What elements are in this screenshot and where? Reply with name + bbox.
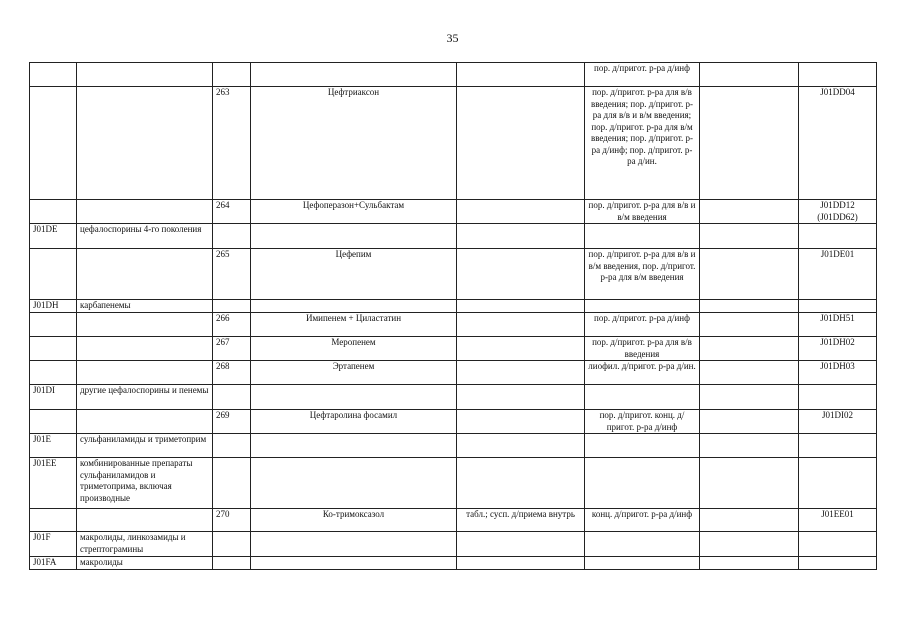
table-row [30, 557, 877, 570]
atc-group-name [77, 249, 213, 300]
dosage-form-oral [457, 532, 585, 557]
empty-cell [700, 63, 799, 87]
atc-group-code: J01E [30, 434, 77, 458]
atc-code [799, 63, 877, 87]
table-row [30, 249, 877, 300]
dosage-form-oral [457, 337, 585, 361]
drug-name: Ко-тримоксазол [251, 509, 457, 532]
atc-group-name: макролиды [77, 557, 213, 570]
row-number [213, 63, 251, 87]
row-number [213, 385, 251, 410]
table-row [30, 300, 877, 313]
empty-cell [700, 509, 799, 532]
empty-cell [700, 458, 799, 509]
atc-code: J01DD04 [799, 87, 877, 200]
row-number [213, 434, 251, 458]
empty-cell [700, 532, 799, 557]
table-row [30, 385, 877, 410]
drug-table [29, 62, 877, 570]
atc-group-code: J01DH [30, 300, 77, 313]
drug-name [251, 557, 457, 570]
drug-name [251, 385, 457, 410]
atc-group-code [30, 87, 77, 200]
empty-cell [700, 410, 799, 434]
atc-code: J01DH03 [799, 361, 877, 385]
dosage-form-injection [585, 300, 700, 313]
dosage-form-injection: пор. д/пригот. р-ра для в/в введения [585, 337, 700, 361]
dosage-form-injection [585, 224, 700, 249]
dosage-form-injection: пор. д/пригот. р-ра д/инф [585, 63, 700, 87]
atc-group-name: карбапенемы [77, 300, 213, 313]
atc-group-name [77, 337, 213, 361]
empty-cell [700, 224, 799, 249]
atc-code [799, 532, 877, 557]
empty-cell [700, 385, 799, 410]
atc-group-name [77, 509, 213, 532]
dosage-form-injection [585, 385, 700, 410]
atc-code: J01DH51 [799, 313, 877, 337]
dosage-form-oral: табл.; сусп. д/приема внутрь [457, 509, 585, 532]
dosage-form-oral [457, 385, 585, 410]
dosage-form-injection: конц. д/пригот. р-ра д/инф [585, 509, 700, 532]
atc-code [799, 458, 877, 509]
table-row [30, 87, 877, 200]
empty-cell [700, 87, 799, 200]
row-number: 268 [213, 361, 251, 385]
row-number: 267 [213, 337, 251, 361]
row-number: 265 [213, 249, 251, 300]
row-number [213, 300, 251, 313]
dosage-form-oral [457, 458, 585, 509]
atc-group-name: сульфаниламиды и триметоприм [77, 434, 213, 458]
dosage-form-injection: пор. д/пригот. р-ра для в/в и в/м введения [585, 200, 700, 224]
page-number: 35 [446, 31, 459, 45]
drug-name: Цефтаролина фосамил [251, 410, 457, 434]
row-number [213, 458, 251, 509]
atc-code [799, 224, 877, 249]
empty-cell [700, 200, 799, 224]
row-number: 270 [213, 509, 251, 532]
row-number [213, 224, 251, 249]
dosage-form-injection [585, 532, 700, 557]
table-row [30, 224, 877, 249]
row-number: 266 [213, 313, 251, 337]
atc-group-code [30, 63, 77, 87]
dosage-form-injection: пор. д/пригот. конц. д/пригот. р-ра д/инф [585, 410, 700, 434]
atc-group-code [30, 337, 77, 361]
atc-code: J01DD12 (J01DD62) [799, 200, 877, 224]
drug-name [251, 224, 457, 249]
drug-name: Цефепим [251, 249, 457, 300]
empty-cell [700, 300, 799, 313]
atc-group-code [30, 410, 77, 434]
dosage-form-oral [457, 63, 585, 87]
dosage-form-injection [585, 458, 700, 509]
atc-code [799, 385, 877, 410]
empty-cell [700, 249, 799, 300]
dosage-form-oral [457, 87, 585, 200]
atc-group-name [77, 410, 213, 434]
drug-name: Цефтриаксон [251, 87, 457, 200]
atc-group-name: другие цефалоспорины и пенемы [77, 385, 213, 410]
atc-group-code [30, 361, 77, 385]
atc-code: J01DH02 [799, 337, 877, 361]
drug-name: Эртапенем [251, 361, 457, 385]
atc-group-name: макролиды, линкозамиды и стрептограмины [77, 532, 213, 557]
drug-name: Цефоперазон+Сульбактам [251, 200, 457, 224]
dosage-form-oral [457, 434, 585, 458]
atc-group-name [77, 87, 213, 200]
atc-group-code: J01DI [30, 385, 77, 410]
row-number [213, 532, 251, 557]
dosage-form-oral [457, 249, 585, 300]
table-row [30, 410, 877, 434]
empty-cell [700, 434, 799, 458]
empty-cell [700, 557, 799, 570]
dosage-form-oral [457, 410, 585, 434]
table-row [30, 434, 877, 458]
dosage-form-oral [457, 361, 585, 385]
table-row [30, 63, 877, 87]
drug-name [251, 458, 457, 509]
table-row [30, 458, 877, 509]
atc-code [799, 434, 877, 458]
atc-group-name [77, 200, 213, 224]
dosage-form-oral [457, 200, 585, 224]
dosage-form-injection: лиофил. д/пригот. р-ра д/ин. [585, 361, 700, 385]
atc-group-name [77, 361, 213, 385]
drug-name [251, 63, 457, 87]
table-row [30, 200, 877, 224]
row-number: 269 [213, 410, 251, 434]
atc-group-code: J01FA [30, 557, 77, 570]
row-number: 263 [213, 87, 251, 200]
atc-group-code: J01DE [30, 224, 77, 249]
drug-name [251, 434, 457, 458]
atc-code [799, 557, 877, 570]
atc-group-code [30, 200, 77, 224]
atc-group-code [30, 249, 77, 300]
dosage-form-injection [585, 434, 700, 458]
atc-group-name: цефалоспорины 4-го поколения [77, 224, 213, 249]
table-row [30, 313, 877, 337]
table-row [30, 337, 877, 361]
atc-code: J01EE01 [799, 509, 877, 532]
empty-cell [700, 313, 799, 337]
table-row [30, 361, 877, 385]
drug-name: Имипенем + Циластатин [251, 313, 457, 337]
atc-code: J01DE01 [799, 249, 877, 300]
atc-group-code [30, 313, 77, 337]
dosage-form-oral [457, 300, 585, 313]
table-row [30, 509, 877, 532]
dosage-form-oral [457, 557, 585, 570]
dosage-form-injection: пор. д/пригот. р-ра д/инф [585, 313, 700, 337]
dosage-form-injection [585, 557, 700, 570]
table-row [30, 532, 877, 557]
atc-group-name [77, 313, 213, 337]
drug-name: Меропенем [251, 337, 457, 361]
dosage-form-oral [457, 313, 585, 337]
empty-cell [700, 337, 799, 361]
dosage-form-injection: пор. д/пригот. р-ра для в/в и в/м введения, пор. д/пригот. р-ра для в/м введения [585, 249, 700, 300]
atc-group-name: комбинированные препараты сульфаниламидов и триметоприма, включая производные [77, 458, 213, 509]
dosage-form-oral [457, 224, 585, 249]
atc-code [799, 300, 877, 313]
drug-name [251, 300, 457, 313]
atc-group-code [30, 509, 77, 532]
atc-code: J01DI02 [799, 410, 877, 434]
empty-cell [700, 361, 799, 385]
atc-group-code: J01EE [30, 458, 77, 509]
row-number [213, 557, 251, 570]
row-number: 264 [213, 200, 251, 224]
dosage-form-injection: пор. д/пригот. р-ра для в/в введения; пор. д/пригот. р-ра для в/в и в/м введения; пор. д/пригот. р-ра для в/м введения; пор. д/пригот. р-ра д/инф; пор. д/пригот. р-ра д/ин. [585, 87, 700, 200]
drug-name [251, 532, 457, 557]
atc-group-code: J01F [30, 532, 77, 557]
atc-group-name [77, 63, 213, 87]
